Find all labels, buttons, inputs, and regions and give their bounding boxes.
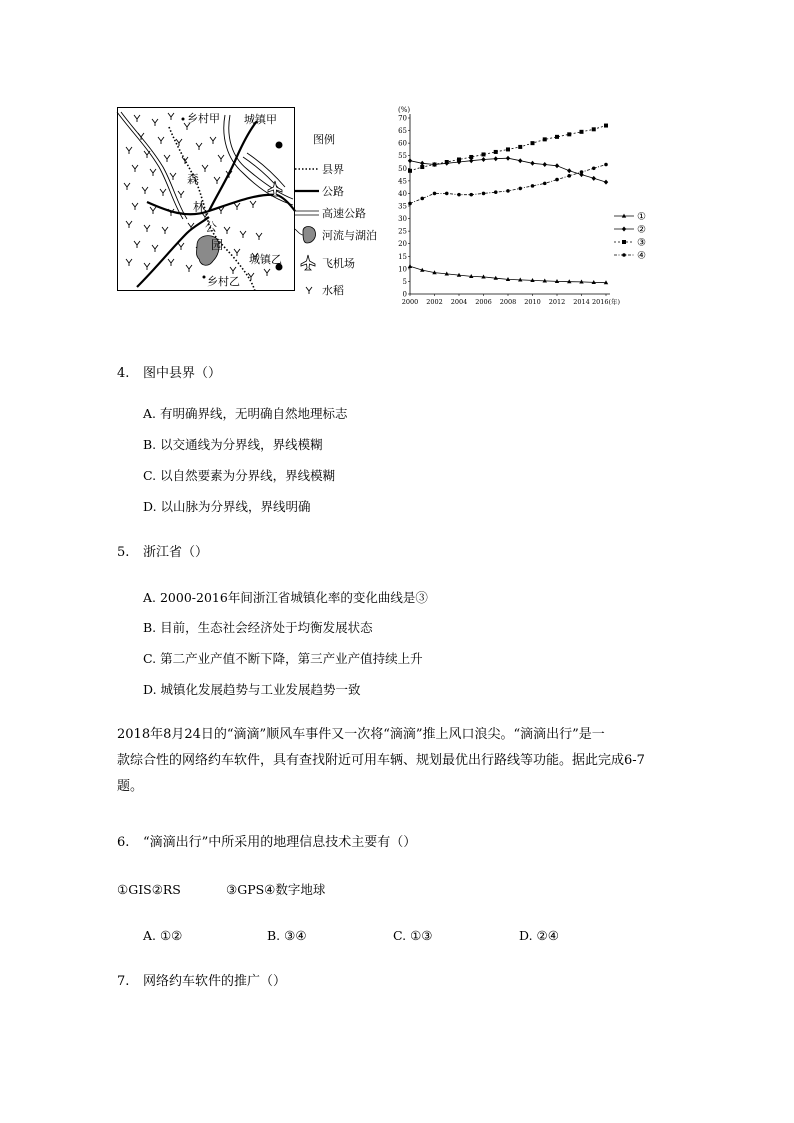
town-a-label: 城镇甲 xyxy=(244,113,277,126)
y-tick-label: 0 xyxy=(402,290,407,299)
village-a-label: 乡村甲 xyxy=(187,112,220,125)
y-tick-label: 25 xyxy=(398,227,407,236)
y-tick-label: 35 xyxy=(398,202,407,211)
data-point-series-3 xyxy=(531,141,535,145)
data-point-series-3 xyxy=(420,165,424,169)
data-point-series-3 xyxy=(518,145,522,149)
series-line-4 xyxy=(410,165,606,204)
y-tick-label: 5 xyxy=(402,277,407,286)
legend-label-1: ① xyxy=(637,211,646,223)
x-tick-label: 2014 xyxy=(573,298,590,306)
data-point-series-3 xyxy=(555,135,559,139)
data-point-series-2 xyxy=(567,168,571,173)
data-point-series-4 xyxy=(580,170,584,174)
legend-item-airport: 飞机场 xyxy=(322,257,355,270)
y-tick-label: 50 xyxy=(398,164,407,173)
data-point-series-3 xyxy=(506,147,510,151)
data-point-series-3 xyxy=(580,130,584,134)
question-7 xyxy=(117,973,286,991)
data-point-series-4 xyxy=(506,189,510,193)
data-point-series-2 xyxy=(481,157,485,162)
legend-marker-3 xyxy=(622,240,626,244)
data-point-series-4 xyxy=(469,193,473,197)
q6-option-a: A. ①② xyxy=(143,928,183,943)
data-point-series-2 xyxy=(506,156,510,161)
q4-option-a: A. 有明确界线，无明确自然地理标志 xyxy=(143,406,348,421)
passage-line: 款综合性的网络约车软件，具有查找附近可用车辆、规划最优出行路线等功能。据此完成6-7 xyxy=(117,753,645,768)
data-point-series-4 xyxy=(445,192,449,196)
map-legend xyxy=(295,132,377,297)
x-tick-label: 2006 xyxy=(475,298,492,306)
legend-marker-4 xyxy=(622,253,626,257)
x-tick-label: 2004 xyxy=(450,298,468,306)
data-point-series-4 xyxy=(592,166,596,170)
y-axis-unit: (%) xyxy=(398,106,411,114)
data-point-series-4 xyxy=(543,182,547,186)
data-point-series-3 xyxy=(433,163,437,167)
data-point-series-2 xyxy=(494,156,498,161)
legend-label-3: ③ xyxy=(637,237,646,249)
data-point-series-3 xyxy=(543,137,547,141)
question-5 xyxy=(117,544,208,562)
forest-label-1: 森 xyxy=(187,172,200,186)
y-tick-label: 65 xyxy=(398,127,407,136)
q6-option-c: C. ①③ xyxy=(393,928,433,943)
data-point-series-4 xyxy=(555,178,559,182)
question-number: 6. xyxy=(117,835,130,850)
x-tick-label: 2016(年) xyxy=(591,298,621,306)
village-a-dot xyxy=(182,118,185,121)
park-label-2: 园 xyxy=(211,238,224,252)
y-tick-label: 10 xyxy=(398,265,407,274)
series-line-2 xyxy=(410,158,606,182)
legend-marker-2 xyxy=(622,227,626,232)
park-label-1: 公 xyxy=(205,220,218,234)
data-point-series-2 xyxy=(592,176,596,181)
data-point-series-3 xyxy=(604,124,608,128)
question-number: 4. xyxy=(117,366,130,381)
question-number: 7. xyxy=(117,974,130,989)
data-point-series-2 xyxy=(518,158,522,163)
q4-option-c: C. 以自然要素为分界线，界线模糊 xyxy=(143,468,336,483)
county-boundary-map xyxy=(117,107,377,297)
y-tick-label: 70 xyxy=(398,114,407,123)
data-point-series-3 xyxy=(567,132,571,136)
question-stem: 图中县界（） xyxy=(143,366,222,381)
question-stem: 网络约车软件的推广（） xyxy=(143,974,287,989)
data-point-series-3 xyxy=(457,157,461,161)
reading-passage xyxy=(117,722,683,800)
y-tick-label: 30 xyxy=(398,215,407,224)
data-point-series-4 xyxy=(408,202,412,206)
x-tick-label: 2002 xyxy=(426,298,443,306)
legend-item-county-boundary: 县界 xyxy=(322,163,344,176)
line-chart xyxy=(390,104,660,309)
q6-items-left: ①GIS②RS xyxy=(117,882,181,897)
legend-airport-icon xyxy=(301,255,315,270)
village-b-label: 乡村乙 xyxy=(207,275,240,288)
question-4 xyxy=(117,365,221,383)
forest-label-2: 林 xyxy=(193,200,206,214)
data-point-series-4 xyxy=(567,174,571,178)
q4-option-d: D. 以山脉为分界线，界线明确 xyxy=(143,499,311,514)
y-tick-label: 20 xyxy=(398,240,407,249)
legend-item-rice: 水稻 xyxy=(322,284,344,297)
data-point-series-4 xyxy=(433,192,437,196)
q5-option-d: D. 城镇化发展趋势与工业发展趋势一致 xyxy=(143,682,361,697)
town-a-dot xyxy=(276,142,283,149)
data-point-series-3 xyxy=(408,169,412,173)
data-point-series-3 xyxy=(469,155,473,159)
y-tick-label: 55 xyxy=(398,152,407,161)
question-stem: “滴滴出行”中所采用的地理信息技术主要有（） xyxy=(143,835,417,850)
data-point-series-4 xyxy=(494,190,498,194)
data-point-series-4 xyxy=(604,163,608,167)
y-tick-label: 15 xyxy=(398,252,407,261)
data-point-series-3 xyxy=(482,152,486,156)
data-point-series-3 xyxy=(445,160,449,164)
data-point-series-2 xyxy=(420,161,424,166)
y-tick-label: 40 xyxy=(398,189,407,198)
x-tick-label: 2008 xyxy=(499,298,517,306)
legend-item-river-lake: 河流与湖泊 xyxy=(322,229,377,242)
data-point-series-2 xyxy=(555,163,559,168)
legend-label-4: ④ xyxy=(637,250,646,262)
data-point-series-4 xyxy=(482,192,486,196)
q6-items-right: ③GPS④数字地球 xyxy=(226,882,326,897)
town-b-label: 城镇乙 xyxy=(249,253,282,266)
x-tick-label: 2000 xyxy=(401,298,419,306)
data-point-series-4 xyxy=(518,187,522,191)
q5-option-b: B. 目前，生态社会经济处于均衡发展状态 xyxy=(143,620,373,635)
x-tick-label: 2012 xyxy=(548,298,566,306)
data-point-series-4 xyxy=(420,197,424,201)
legend-title: 图例 xyxy=(313,133,335,146)
data-point-series-3 xyxy=(592,127,596,131)
question-number: 5. xyxy=(117,545,130,560)
passage-line: 题。 xyxy=(117,779,144,794)
data-point-series-2 xyxy=(604,180,608,185)
y-tick-label: 60 xyxy=(398,139,407,148)
q6-option-b: B. ③④ xyxy=(267,928,307,943)
q5-option-a: A. 2000-2016年间浙江省城镇化率的变化曲线是③ xyxy=(143,590,428,605)
data-point-series-4 xyxy=(457,193,461,197)
legend-item-road: 公路 xyxy=(322,185,344,198)
data-point-series-1 xyxy=(408,264,412,268)
question-6 xyxy=(117,834,416,852)
q4-option-b: B. 以交通线为分界线，界线模糊 xyxy=(143,437,323,452)
village-b-dot xyxy=(203,276,206,279)
q6-option-d: D. ②④ xyxy=(519,928,559,943)
data-point-series-3 xyxy=(494,150,498,154)
y-tick-label: 45 xyxy=(398,177,407,186)
legend-item-highway: 高速公路 xyxy=(322,207,366,220)
data-point-series-2 xyxy=(469,158,473,163)
data-point-series-2 xyxy=(543,162,547,167)
legend-label-2: ② xyxy=(637,224,646,236)
data-point-series-2 xyxy=(408,158,412,163)
passage-line: 2018年8月24日的“滴滴”顺风车事件又一次将“滴滴”推上风口浪尖。“滴滴出行”是一 xyxy=(117,727,605,742)
data-point-series-4 xyxy=(531,184,535,188)
data-point-series-2 xyxy=(530,161,534,166)
x-tick-label: 2010 xyxy=(524,298,541,306)
q5-option-c: C. 第二产业产值不断下降，第三产业产值持续上升 xyxy=(143,651,423,666)
legend-rice-icon xyxy=(306,287,312,294)
question-stem: 浙江省（） xyxy=(143,545,209,560)
